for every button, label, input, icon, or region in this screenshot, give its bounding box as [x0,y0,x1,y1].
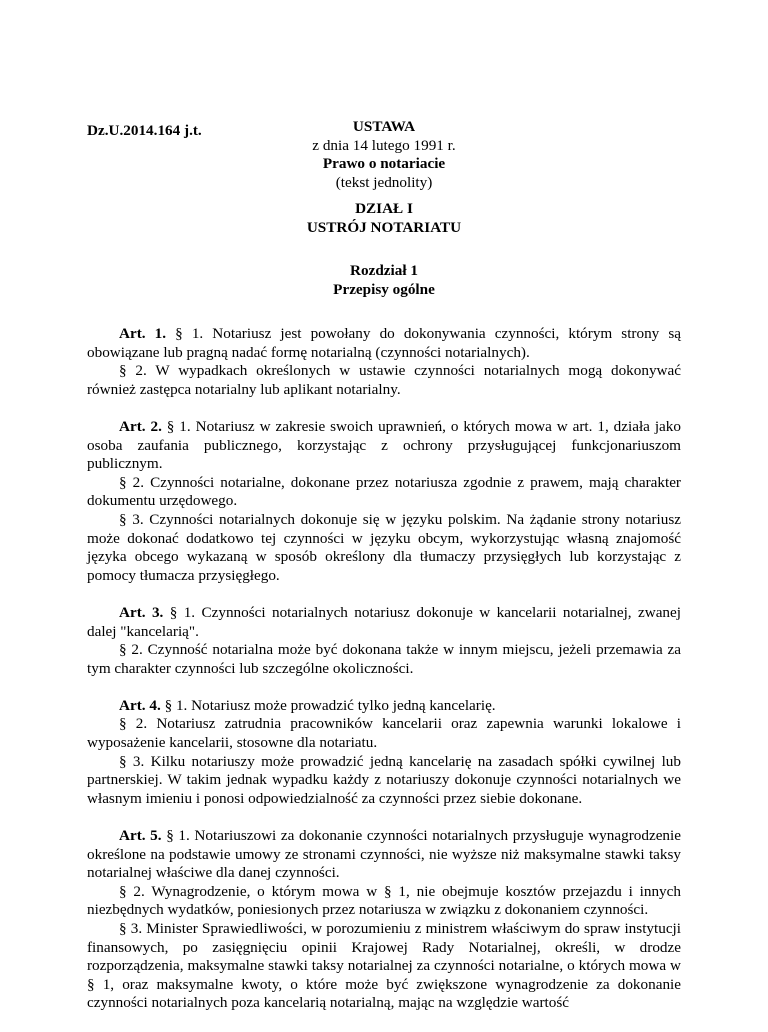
chapter-name: Przepisy ogólne [333,280,435,298]
division-label: DZIAŁ I [355,200,413,217]
paragraph-text: § 1. Notariusz w zakresie swoich uprawnień, o których mowa w art. 1, działa jako osoba zaufania publicznego, korzystając z ochrony przysługującej funkcjonariuszom publicznym. [87,417,681,473]
paragraph-text: § 2. W wypadkach określonych w ustawie czynności notarialnych mogą dokonywać również zastępca notarialny lub aplikant notarialny. [87,362,681,398]
article-paragraph [87,715,681,752]
article-paragraph [87,753,681,809]
paragraph-text: § 2. Czynności notarialne, dokonane przez notariusza zgodnie z prawem, mają charakter dokumentu urzędowego. [87,473,681,510]
article-label: Art. 4. [119,696,161,714]
article-label: Art. 3. [119,603,164,621]
division-name: USTRÓJ NOTARIATU [306,218,462,236]
article-paragraph [87,604,681,641]
document-body [87,325,681,1032]
paragraph-text: § 1. Czynności notarialnych notariusz dokonuje w kancelarii notarialnej, zwanej dalej "kancelarią". [87,603,681,640]
article-paragraph [87,697,681,716]
article-paragraph [87,511,681,585]
article-label: Art. 5. [119,827,162,845]
paragraph-text: § 2. Czynność notarialna może być dokonana także w innym miejscu, jeżeli przemawia za tym charakter czynności lub szczególne okoliczności. [87,641,681,677]
article-4 [87,697,681,809]
paragraph-text: § 3. Minister Sprawiedliwości, w porozumieniu z ministrem właściwym do spraw instytucji finansowych, po zasięgnięciu opinii Krajowej Rady Notarialnej, określi, w drodze rozporządzenia, maksymalne stawki taksy notarialnej za czynności notarialne, o których mowa w § 1, oraz maksymalne kwoty, o które może być zwiększone wynagrodzenie za dokonanie czynności notarialnych poza kancelarią notarialną, mając na względzie wartość [87,920,681,1012]
division-heading [87,200,681,237]
journal-reference: Dz.U.2014.164 j.t. [87,122,202,139]
article-paragraph [87,362,681,399]
article-1 [87,325,681,399]
paragraph-text: § 1. Notariuszowi za dokonanie czynności notarialnych przysługuje wynagrodzenie określone na podstawie umowy ze stronami czynności, nie wyższe niż maksymalne stawki taksy notarialnej właściwe dla danej czynności. [87,827,681,882]
article-3 [87,604,681,678]
act-date: z dnia 14 lutego 1991 r. [312,136,456,154]
chapter-heading [87,262,681,299]
article-paragraph [87,325,681,362]
article-paragraph [87,883,681,920]
article-paragraph [87,418,681,474]
article-paragraph [87,641,681,678]
article-paragraph [87,474,681,511]
article-5 [87,827,681,1013]
chapter-label: Rozdział 1 [350,262,418,279]
article-2 [87,418,681,585]
article-paragraph [87,827,681,883]
act-name: Prawo o notariacie [322,155,446,173]
act-type: USTAWA [352,118,416,135]
paragraph-text: § 1. Notariusz jest powołany do dokonywania czynności, którym strony są obowiązane lub pragną nadać formę notarialną (czynności notarialnych). [87,325,682,361]
paragraph-text: § 1. Notariusz może prowadzić tylko jedną kancelarię. [164,696,496,714]
article-label: Art. 1. [119,325,167,342]
paragraph-text: § 3. Czynności notarialnych dokonuje się w języku polskim. Na żądanie strony notariusz może dokonać dodatkowo tej czynności w języku obcym, wykorzystując własną znajomość języka obcego wykazaną w sposób określony dla tłumaczy przysięgłych lub korzystając z pomocy tłumacza przysięgłego. [87,510,681,584]
act-note: (tekst jednolity) [335,173,433,191]
article-paragraph [87,920,681,1013]
article-label: Art. 2. [119,417,162,435]
paragraph-text: § 3. Kilku notariuszy może prowadzić jedną kancelarię na zasadach spółki cywilnej lub partnerskiej. W takim jednak wypadku każdy z notariuszy dokonuje czynności notarialnych we własnym imieniu i ponosi odpowiedzialność za czynności przez siebie dokonane. [87,752,681,807]
paragraph-text: § 2. Wynagrodzenie, o którym mowa w § 1, nie obejmuje kosztów przejazdu i innych niezbędnych wydatków, poniesionych przez notariusza w związku z dokonaniem czynności. [87,882,681,919]
act-title-block [87,118,681,192]
paragraph-text: § 2. Notariusz zatrudnia pracowników kancelarii oraz zapewnia warunki lokalowe i wyposażenie kancelarii, stosowne dla notariatu. [87,715,681,752]
